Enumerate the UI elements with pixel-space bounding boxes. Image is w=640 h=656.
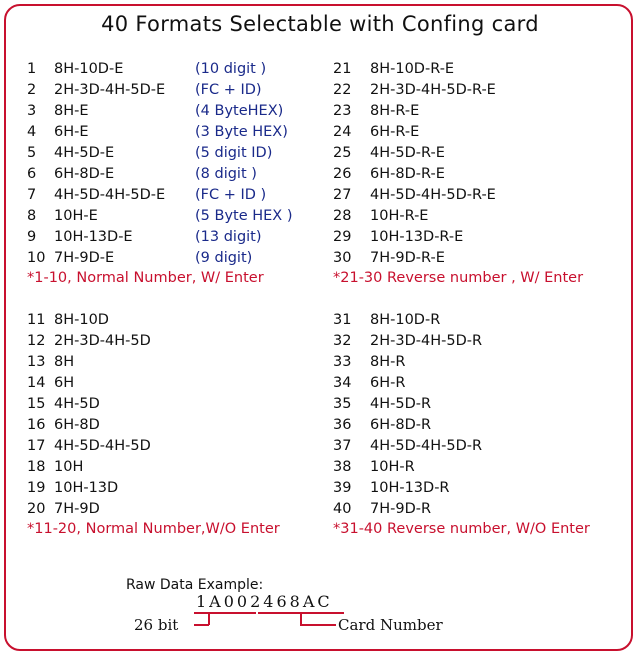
format-code: 7H-9D-R-E — [370, 250, 445, 266]
format-description: (8 digit ) — [195, 166, 257, 182]
format-description: (5 Byte HEX ) — [195, 208, 293, 224]
format-code: 7H-9D-E — [54, 250, 115, 266]
format-description: (3 Byte HEX) — [195, 124, 288, 140]
note-21-30: *21-30 Reverse number , W/ Enter — [333, 270, 584, 286]
format-code: 2H-3D-4H-5D — [54, 333, 151, 349]
format-number: 3 — [27, 103, 37, 119]
format-code: 6H — [54, 375, 75, 391]
format-code: 2H-3D-4H-5D-R-E — [370, 82, 496, 98]
format-number: 1 — [27, 61, 37, 77]
format-code: 6H-8D-R-E — [370, 166, 445, 182]
format-number: 17 — [27, 438, 46, 454]
format-number: 33 — [333, 354, 352, 370]
format-code: 8H-10D — [54, 312, 109, 328]
note-31-40: *31-40 Reverse number, W/O Enter — [333, 521, 590, 537]
format-code: 6H-8D-E — [54, 166, 115, 182]
format-number: 13 — [27, 354, 46, 370]
format-number: 10 — [27, 250, 46, 266]
format-description: (4 ByteHEX) — [195, 103, 284, 119]
format-code: 2H-3D-4H-5D-E — [54, 82, 166, 98]
format-number: 31 — [333, 312, 352, 328]
format-number: 30 — [333, 250, 352, 266]
format-number: 14 — [27, 375, 46, 391]
format-code: 8H-10D-R-E — [370, 61, 455, 77]
format-number: 4 — [27, 124, 37, 140]
note-1-10: *1-10, Normal Number, W/ Enter — [27, 270, 264, 286]
format-description: (13 digit) — [195, 229, 262, 245]
format-code: 8H-E — [54, 103, 89, 119]
format-code: 8H-R — [370, 354, 406, 370]
format-code: 8H — [54, 354, 75, 370]
format-number: 18 — [27, 459, 46, 475]
format-number: 32 — [333, 333, 352, 349]
format-number: 29 — [333, 229, 352, 245]
format-number: 20 — [27, 501, 46, 517]
format-code: 10H-R — [370, 459, 415, 475]
format-description: (FC + ID ) — [195, 187, 267, 203]
format-code: 4H-5D-R — [370, 396, 432, 412]
format-code: 7H-9D-R — [370, 501, 432, 517]
format-code: 2H-3D-4H-5D-R — [370, 333, 483, 349]
format-number: 26 — [333, 166, 352, 182]
format-code: 6H-8D — [54, 417, 100, 433]
format-number: 7 — [27, 187, 37, 203]
format-code: 10H-13D-R — [370, 480, 450, 496]
format-number: 22 — [333, 82, 352, 98]
format-number: 27 — [333, 187, 352, 203]
format-code: 10H-13D-R-E — [370, 229, 464, 245]
format-code: 4H-5D — [54, 396, 100, 412]
format-code: 4H-5D-E — [54, 145, 115, 161]
format-number: 40 — [333, 501, 352, 517]
format-number: 15 — [27, 396, 46, 412]
format-code: 10H-R-E — [370, 208, 429, 224]
format-description: (10 digit ) — [195, 61, 267, 77]
format-number: 39 — [333, 480, 352, 496]
format-number: 19 — [27, 480, 46, 496]
format-number: 21 — [333, 61, 352, 77]
format-number: 12 — [27, 333, 46, 349]
format-description: (9 digit) — [195, 250, 253, 266]
raw-data-label: Raw Data Example: — [126, 577, 264, 593]
format-number: 34 — [333, 375, 352, 391]
format-code: 10H — [54, 459, 84, 475]
format-number: 8 — [27, 208, 37, 224]
format-code: 6H-8D-R — [370, 417, 432, 433]
format-code: 8H-10D-R — [370, 312, 441, 328]
format-number: 23 — [333, 103, 352, 119]
format-number: 16 — [27, 417, 46, 433]
format-number: 25 — [333, 145, 352, 161]
format-description: (FC + ID) — [195, 82, 262, 98]
format-code: 10H-E — [54, 208, 98, 224]
format-code: 6H-R — [370, 375, 406, 391]
format-code: 10H-13D — [54, 480, 119, 496]
format-code: 7H-9D — [54, 501, 100, 517]
bit-label: 26 bit — [134, 616, 179, 634]
format-number: 2 — [27, 82, 37, 98]
bit-connector-horizontal — [194, 624, 209, 626]
note-11-20: *11-20, Normal Number,W/O Enter — [27, 521, 280, 537]
format-code: 10H-13D-E — [54, 229, 133, 245]
format-code: 4H-5D-4H-5D-E — [54, 187, 166, 203]
format-number: 5 — [27, 145, 37, 161]
format-code: 4H-5D-4H-5D-R-E — [370, 187, 496, 203]
format-code: 8H-R-E — [370, 103, 420, 119]
format-code: 6H-R-E — [370, 124, 420, 140]
format-number: 38 — [333, 459, 352, 475]
format-number: 36 — [333, 417, 352, 433]
bit-underline — [194, 612, 256, 614]
format-code: 4H-5D-R-E — [370, 145, 445, 161]
format-code: 6H-E — [54, 124, 89, 140]
format-number: 35 — [333, 396, 352, 412]
format-number: 37 — [333, 438, 352, 454]
raw-data-value: 1A002468AC — [196, 592, 333, 611]
format-number: 24 — [333, 124, 352, 140]
format-number: 9 — [27, 229, 37, 245]
format-code: 8H-10D-E — [54, 61, 124, 77]
page-title: 40 Formats Selectable with Confing card — [101, 12, 539, 36]
format-number: 28 — [333, 208, 352, 224]
format-code: 4H-5D-4H-5D — [54, 438, 151, 454]
format-description: (5 digit ID) — [195, 145, 273, 161]
card-connector-horizontal — [300, 624, 336, 626]
format-number: 11 — [27, 312, 46, 328]
card-number-label: Card Number — [338, 616, 443, 634]
format-code: 4H-5D-4H-5D-R — [370, 438, 483, 454]
format-number: 6 — [27, 166, 37, 182]
